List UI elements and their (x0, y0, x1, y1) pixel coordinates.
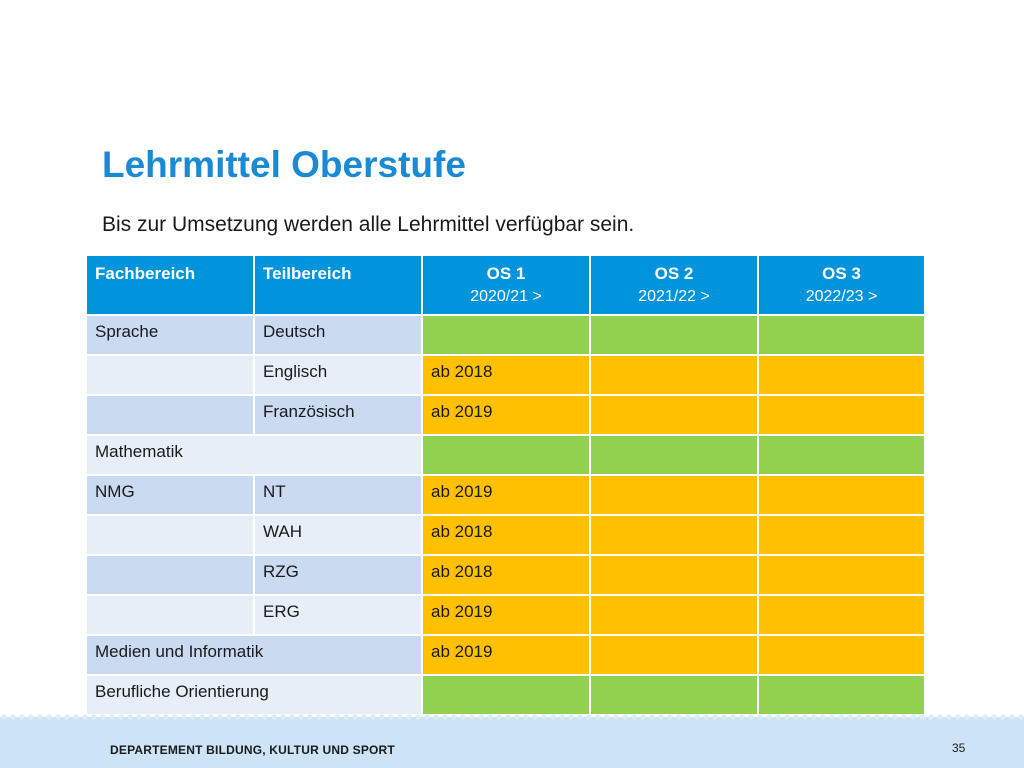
cell-teilbereich: NT (254, 475, 422, 515)
cell-fachbereich: Sprache (86, 315, 254, 355)
footer-wave-edge (0, 713, 1024, 721)
header-os1-label: OS 1 (486, 264, 526, 283)
header-os3-years: 2022/23 > (805, 288, 878, 305)
cell-teilbereich: Deutsch (254, 315, 422, 355)
cell-os3 (758, 595, 925, 635)
cell-os2 (590, 675, 758, 715)
cell-os3 (758, 395, 925, 435)
slide-subtitle: Bis zur Umsetzung werden alle Lehrmittel verfügbar sein. (102, 213, 635, 236)
cell-os3 (758, 555, 925, 595)
page-number: 35 (952, 741, 966, 755)
table-row (86, 395, 925, 435)
table-row (86, 315, 925, 355)
cell-os3 (758, 355, 925, 395)
cell-teilbereich: WAH (254, 515, 422, 555)
table-header-row (86, 255, 925, 315)
header-os2-label: OS 2 (654, 264, 694, 283)
cell-os1: ab 2018 (422, 355, 590, 395)
cell-os1 (422, 675, 590, 715)
cell-os2 (590, 315, 758, 355)
cell-os1: ab 2019 (422, 475, 590, 515)
table-row (86, 675, 925, 715)
cell-os2 (590, 635, 758, 675)
cell-fachbereich (86, 555, 254, 595)
cell-os3 (758, 635, 925, 675)
cell-os3 (758, 515, 925, 555)
table-row (86, 435, 925, 475)
table-row (86, 475, 925, 515)
cell-os1: ab 2018 (422, 515, 590, 555)
lehrmittel-table (85, 254, 926, 716)
cell-os3 (758, 435, 925, 475)
cell-os2 (590, 435, 758, 475)
cell-fachbereich: NMG (86, 475, 254, 515)
table-row (86, 515, 925, 555)
table-row (86, 635, 925, 675)
header-fachbereich: Fachbereich (86, 255, 254, 315)
cell-os2 (590, 555, 758, 595)
cell-os1: ab 2018 (422, 555, 590, 595)
cell-os3 (758, 475, 925, 515)
cell-teilbereich: RZG (254, 555, 422, 595)
cell-os3 (758, 315, 925, 355)
table-row (86, 355, 925, 395)
cell-fachbereich (86, 595, 254, 635)
cell-os2 (590, 395, 758, 435)
cell-os1 (422, 435, 590, 475)
header-os2-years: 2021/22 > (638, 288, 710, 305)
cell-teilbereich: ERG (254, 595, 422, 635)
slide-title: Lehrmittel Oberstufe (102, 144, 466, 185)
header-os1-years: 2020/21 > (470, 288, 542, 305)
header-teilbereich: Teilbereich (254, 255, 422, 315)
cell-fachbereich: Medien und Informatik (86, 635, 422, 675)
cell-os3 (758, 675, 925, 715)
cell-fachbereich: Mathematik (86, 435, 422, 475)
header-os3 (758, 255, 925, 315)
cell-teilbereich: Französisch (254, 395, 422, 435)
table-row (86, 595, 925, 635)
cell-os2 (590, 355, 758, 395)
cell-os1 (422, 315, 590, 355)
cell-os2 (590, 515, 758, 555)
cell-fachbereich (86, 395, 254, 435)
header-os2 (590, 255, 758, 315)
cell-os1: ab 2019 (422, 635, 590, 675)
cell-os1: ab 2019 (422, 595, 590, 635)
header-os3-label: OS 3 (822, 264, 861, 283)
table-row (86, 555, 925, 595)
cell-os2 (590, 475, 758, 515)
cell-fachbereich (86, 515, 254, 555)
cell-fachbereich (86, 355, 254, 395)
header-os1 (422, 255, 590, 315)
cell-os1: ab 2019 (422, 395, 590, 435)
cell-os2 (590, 595, 758, 635)
cell-teilbereich: Englisch (254, 355, 422, 395)
footer-department: DEPARTEMENT BILDUNG, KULTUR UND SPORT (110, 743, 395, 757)
cell-fachbereich: Berufliche Orientierung (86, 675, 422, 715)
